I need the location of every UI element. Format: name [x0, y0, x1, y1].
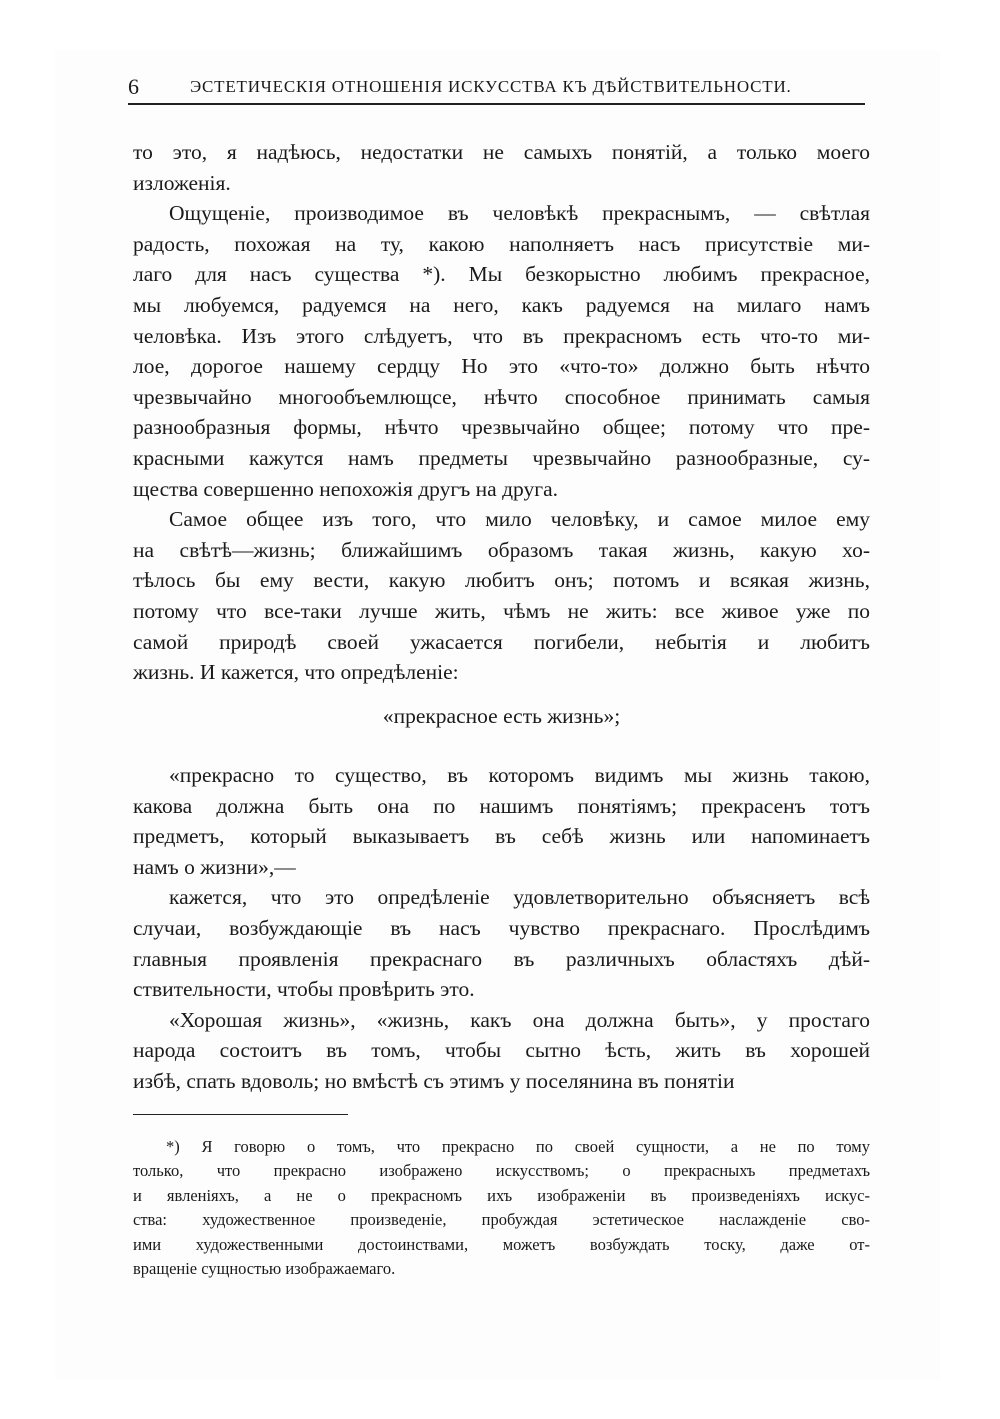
text-line: то это, я надѣюсь, недостатки не самыхъ понятій, а только моего	[133, 140, 870, 164]
footnote-rule	[133, 1114, 348, 1115]
header-rule	[128, 103, 865, 105]
text-line: красными кажутся намъ предметы чрезвычайно разнообразные, су-	[133, 445, 870, 470]
text-line: Самое общее изъ того, что мило человѣку, и самое милое ему	[169, 507, 870, 532]
body-text-upper	[133, 137, 870, 688]
text-line: самой природѣ своей ужасается погибели, небытія и любитъ	[133, 629, 870, 654]
text-line: разнообразныя формы, нѣчто чрезвычайно общее; потому что пре-	[133, 415, 870, 440]
text-line: ствительности, чтобы провѣрить это.	[133, 977, 475, 1002]
text-line: намъ о жизни»,—	[133, 854, 296, 879]
text-line: изложенія.	[133, 170, 231, 195]
text-line: главныя проявленія прекраснаго въ различныхъ областяхъ дѣй-	[133, 946, 870, 971]
text-line: Ощущеніе, производимое въ человѣкѣ прекраснымъ, — свѣтлая	[169, 201, 870, 226]
footnote-line: ими художественными достоинствами, можетъ возбуждать тоску, даже от-	[133, 1234, 870, 1254]
text-line: «прекрасно то существо, въ которомъ видимъ мы жизнь такою,	[169, 763, 870, 787]
page-number: 6	[128, 74, 140, 99]
text-line: избѣ, спать вдоволь; но вмѣстѣ съ этимъ у поселянина въ понятіи	[133, 1068, 735, 1093]
text-line: щества совершенно непохожія другъ на друга.	[133, 476, 558, 501]
running-header	[128, 74, 865, 104]
text-line: кажется, что это опредѣленіе удовлетворительно объясняетъ всѣ	[169, 885, 870, 910]
footnote-line: вращеніе сущностью изображаемаго.	[133, 1258, 396, 1278]
text-line: «Хорошая жизнь», «жизнь, какъ она должна быть», у простаго	[169, 1007, 870, 1032]
running-title: ЭСТЕТИЧЕСКІЯ ОТНОШЕНІЯ ИСКУССТВА КЪ ДѢЙСТВИТЕЛЬНОСТИ.	[190, 77, 792, 96]
text-line: на свѣтѣ—жизнь; ближайшимъ образомъ такая жизнь, какую хо-	[133, 537, 870, 562]
text-line: потому что все-таки лучше жить, чѣмъ не жить: все живое уже по	[133, 598, 870, 623]
footnote-line: и явленіяхъ, а не о прекрасномъ ихъ изображеніи въ произведеніяхъ искус-	[133, 1185, 870, 1205]
text-line: предметъ, который выказываетъ въ себѣ жизнь или напоминаетъ	[133, 824, 870, 849]
text-line: мы любуемся, радуемся на него, какъ радуемся на милаго намъ	[133, 292, 870, 317]
text-line: жизнь. И кажется, что опредѣленіе:	[133, 660, 459, 685]
text-line: радость, похожая на ту, какою наполняетъ насъ присутствіе ми-	[133, 231, 870, 256]
footnote-line: *) Я говорю о томъ, что прекрасно по своей сущности, а не по тому	[166, 1137, 870, 1156]
footnote-line: только, что прекрасно изображено искусствомъ; о прекрасныхъ предметахъ	[133, 1161, 870, 1181]
text-line: народа состоитъ въ томъ, чтобы сытно ѣсть, жить въ хорошей	[133, 1038, 870, 1063]
footnote	[133, 1135, 870, 1281]
text-line: случаи, возбуждающіе въ насъ чувство прекраснаго. Прослѣдимъ	[133, 915, 870, 940]
text-line: лаго для насъ существа *). Мы безкорыстно любимъ прекрасное,	[133, 262, 870, 287]
text-line: какова должна быть она по нашимъ понятіямъ; прекрасенъ тотъ	[133, 793, 870, 818]
body-text-lower	[133, 760, 870, 1097]
text-line: лое, дорогое нашему сердцу Но это «что-то» должно быть нѣчто	[133, 354, 870, 379]
footnote-line: ства: художественное произведеніе, пробуждая эстетическое наслажденіе сво-	[133, 1210, 870, 1230]
centered-definition: «прекрасное есть жизнь»;	[382, 704, 621, 728]
text-line: тѣлось бы ему вести, какую любитъ онъ; потомъ и всякая жизнь,	[133, 568, 870, 593]
text-line: человѣка. Изъ этого слѣдуетъ, что въ прекрасномъ есть что-то ми-	[133, 323, 870, 348]
text-line: чрезвычайно многообъемлющсе, нѣчто способное принимать самыя	[133, 384, 870, 409]
